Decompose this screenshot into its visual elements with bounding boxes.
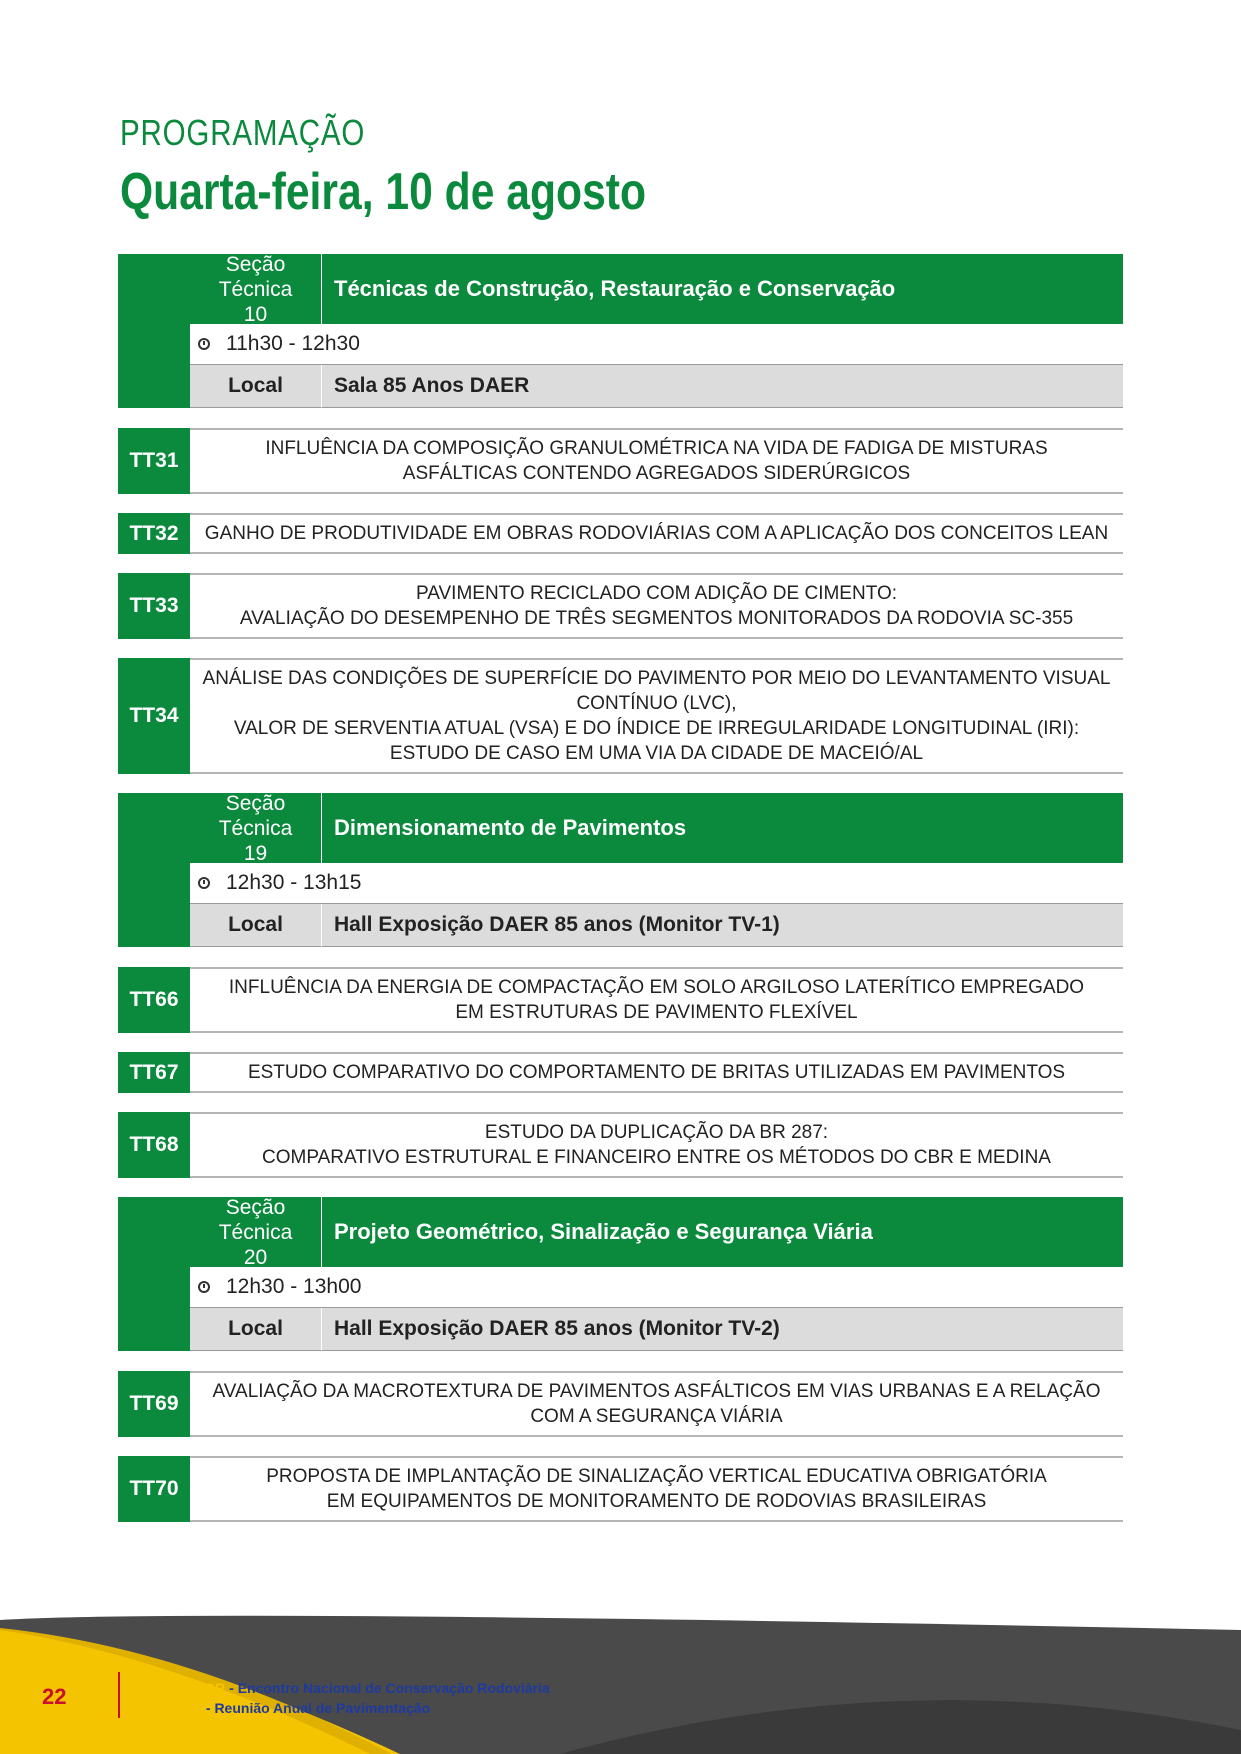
- paper-title-line: ESTUDO DA DUPLICAÇÃO DA BR 287:: [484, 1122, 829, 1143]
- session-side-bar: [118, 1197, 190, 1351]
- paper-code: TT68: [118, 1112, 190, 1178]
- session-side-bar: [118, 254, 190, 408]
- paper-title: [190, 1052, 1123, 1093]
- paper-title-line: PAVIMENTO RECICLADO COM ADIÇÃO DE CIMENTO:: [415, 583, 898, 604]
- paper-row: [118, 1456, 1123, 1522]
- paper-code: TT66: [118, 967, 190, 1033]
- paper-row: [118, 658, 1123, 774]
- paper-code: TT70: [118, 1456, 190, 1522]
- footer-enacor-text: - Encontro Nacional de Conservação Rodoviária: [225, 1680, 550, 1696]
- paper-code: TT67: [118, 1052, 190, 1093]
- paper-title-line: COMPARATIVO ESTRUTURAL E FINANCEIRO ENTRE OS MÉTODOS DO CBR E MEDINA: [262, 1147, 1051, 1168]
- paper-code: TT31: [118, 428, 190, 494]
- page-title: Quarta-feira, 10 de agosto: [120, 163, 647, 221]
- session-number: 19: [243, 841, 268, 865]
- session-time: 12h30 - 13h00: [226, 1275, 362, 1298]
- session-label-text: Seção Técnica: [218, 1195, 293, 1244]
- paper-title: [190, 1112, 1123, 1178]
- paper-title: [190, 1371, 1123, 1437]
- paper-row: [118, 1371, 1123, 1437]
- schedule: [118, 254, 1123, 1541]
- footer-line-enacor: [140, 1680, 550, 1696]
- footer-divider: [118, 1672, 120, 1718]
- clock-icon: [198, 877, 210, 889]
- paper-row: [118, 573, 1123, 639]
- paper-row: [118, 967, 1123, 1033]
- paper-title: [190, 658, 1123, 774]
- page-kicker: PROGRAMAÇÃO: [120, 112, 366, 153]
- local-label: Local: [190, 365, 322, 408]
- session-label-text: Seção Técnica: [218, 791, 293, 840]
- paper-row: [118, 513, 1123, 554]
- paper-title-line: PROPOSTA DE IMPLANTAÇÃO DE SINALIZAÇÃO VERTICAL EDUCATIVA OBRIGATÓRIA: [266, 1466, 1047, 1487]
- page-footer: [0, 1600, 1241, 1754]
- paper-title-line: INFLUÊNCIA DA ENERGIA DE COMPACTAÇÃO EM SOLO ARGILOSO LATERÍTICO EMPREGADO: [228, 977, 1085, 998]
- local-value: Hall Exposição DAER 85 anos (Monitor TV-2): [322, 1308, 1123, 1351]
- footer-rapv-label: 47ª RAPv: [140, 1700, 202, 1716]
- session-block: [118, 793, 1123, 947]
- session-time: 11h30 - 12h30: [226, 332, 360, 355]
- session-number: 10: [243, 302, 268, 326]
- paper-title: [190, 513, 1123, 554]
- paper-title-line: EM ESTRUTURAS DE PAVIMENTO FLEXÍVEL: [455, 1002, 858, 1023]
- local-label: Local: [190, 1308, 322, 1351]
- local-value: Sala 85 Anos DAER: [322, 365, 1123, 408]
- paper-row: [118, 428, 1123, 494]
- session-time: 12h30 - 13h15: [226, 871, 362, 894]
- paper-title-line: AVALIAÇÃO DO DESEMPENHO DE TRÊS SEGMENTOS MONITORADOS DA RODOVIA SC-355: [239, 608, 1074, 629]
- session-block: [118, 1197, 1123, 1351]
- paper-title: [190, 428, 1123, 494]
- footer-enacor-label: 24º ENACOR: [140, 1680, 226, 1696]
- session-time-row: [190, 863, 1123, 904]
- session-title: Técnicas de Construção, Restauração e Conservação: [322, 254, 1123, 324]
- session-side-bar: [118, 793, 190, 947]
- paper-title: [190, 1456, 1123, 1522]
- paper-title-line: GANHO DE PRODUTIVIDADE EM OBRAS RODOVIÁRIAS COM A APLICAÇÃO DOS CONCEITOS LEAN: [204, 523, 1109, 544]
- paper-row: [118, 1052, 1123, 1093]
- session-time-row: [190, 1267, 1123, 1308]
- clock-icon: [198, 338, 210, 350]
- session-label: [190, 254, 322, 324]
- paper-title: [190, 967, 1123, 1033]
- paper-code: TT33: [118, 573, 190, 639]
- local-label: Local: [190, 904, 322, 947]
- paper-title-line: INFLUÊNCIA DA COMPOSIÇÃO GRANULOMÉTRICA NA VIDA DE FADIGA DE MISTURAS: [265, 438, 1048, 459]
- footer-rapv-text: - Reunião Anual de Pavimentação: [202, 1700, 431, 1716]
- local-value: Hall Exposição DAER 85 anos (Monitor TV-1): [322, 904, 1123, 947]
- paper-code: TT32: [118, 513, 190, 554]
- paper-title-line: AVALIAÇÃO DA MACROTEXTURA DE PAVIMENTOS ASFÁLTICOS EM VIAS URBANAS E A RELAÇÃO COM A SEGURANÇA VIÁRIA: [212, 1381, 1101, 1427]
- clock-icon: [198, 1281, 210, 1293]
- page-number: 22: [42, 1684, 67, 1709]
- footer-line-rapv: [140, 1700, 430, 1716]
- paper-title-line: EM EQUIPAMENTOS DE MONITORAMENTO DE RODOVIAS BRASILEIRAS: [326, 1491, 987, 1512]
- session-time-row: [190, 324, 1123, 365]
- session-label-text: Seção Técnica: [218, 252, 293, 301]
- paper-title-line: ASFÁLTICAS CONTENDO AGREGADOS SIDERÚRGICOS: [402, 463, 911, 484]
- paper-title-line: ANÁLISE DAS CONDIÇÕES DE SUPERFÍCIE DO PAVIMENTO POR MEIO DO LEVANTAMENTO VISUAL CONTÍNUO (LVC),: [202, 668, 1111, 714]
- footer-swoosh: [0, 1600, 1241, 1754]
- session-label: [190, 1197, 322, 1267]
- paper-title-line: ESTUDO COMPARATIVO DO COMPORTAMENTO DE BRITAS UTILIZADAS EM PAVIMENTOS: [247, 1062, 1066, 1083]
- session-block: [118, 254, 1123, 408]
- paper-title-line: ESTUDO DE CASO EM UMA VIA DA CIDADE DE MACEIÓ/AL: [389, 743, 924, 764]
- paper-code: TT34: [118, 658, 190, 774]
- session-title: Dimensionamento de Pavimentos: [322, 793, 1123, 863]
- paper-code: TT69: [118, 1371, 190, 1437]
- paper-title: [190, 573, 1123, 639]
- session-number: 20: [243, 1245, 268, 1269]
- page-heading: [120, 112, 762, 222]
- paper-title-line: VALOR DE SERVENTIA ATUAL (VSA) E DO ÍNDICE DE IRREGULARIDADE LONGITUDINAL (IRI):: [233, 718, 1080, 739]
- paper-row: [118, 1112, 1123, 1178]
- session-title: Projeto Geométrico, Sinalização e Segurança Viária: [322, 1197, 1123, 1267]
- session-label: [190, 793, 322, 863]
